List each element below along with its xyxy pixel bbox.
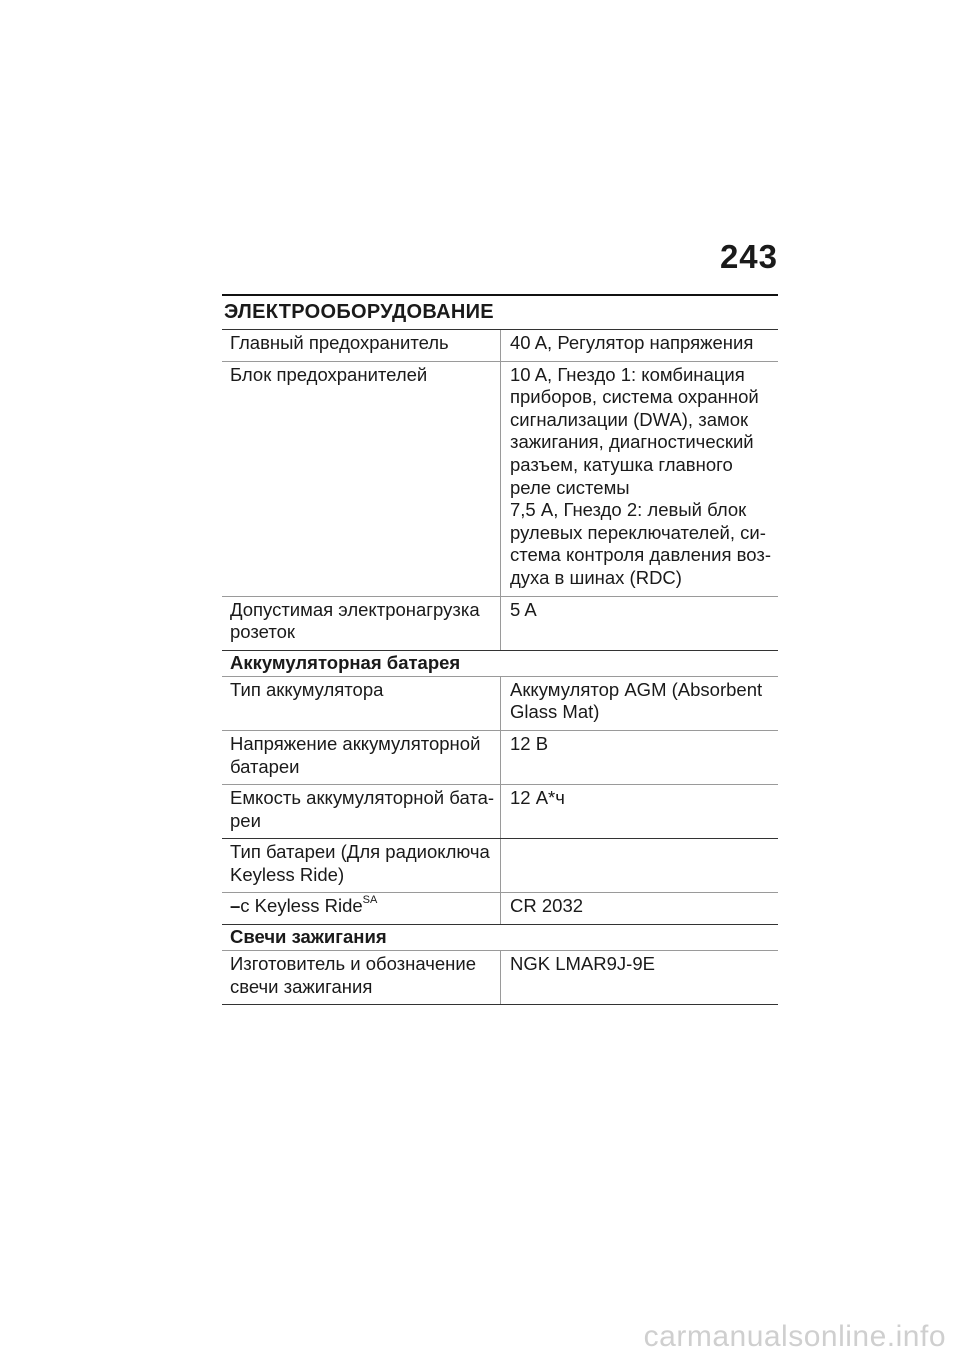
spec-value: 12 А*ч — [500, 785, 778, 838]
spark-heading: Свечи зажигания — [222, 924, 778, 950]
spec-label: Емкость аккумуляторной бата- реи — [230, 787, 495, 831]
table-row — [222, 892, 778, 924]
table-row — [222, 838, 778, 892]
spec-label: Допустимая электронагрузка розеток — [230, 598, 480, 643]
section-title: ЭЛЕКТРООБОРУДОВАНИЕ — [222, 294, 778, 329]
table-row — [222, 950, 778, 1004]
spec-label: Главный предохранитель — [230, 332, 449, 353]
table-row — [222, 784, 778, 838]
table-row — [222, 361, 778, 596]
keyless-label — [222, 893, 500, 924]
keyless-text: с Keyless Ride — [240, 895, 363, 917]
dash-icon: – — [230, 895, 241, 917]
spec-value: CR 2032 — [500, 893, 778, 924]
spec-label: Напряжение аккумуляторной батареи — [230, 732, 481, 777]
page-number: 243 — [719, 238, 778, 275]
table-row — [222, 676, 778, 730]
watermark: carmanualsonline.info — [643, 1320, 946, 1353]
spec-value: Аккумулятор AGM (Absorbent Glass Mat) — [500, 677, 778, 730]
sa-marker: SA — [362, 894, 378, 907]
spec-table — [222, 294, 778, 1005]
table-row — [222, 730, 778, 784]
spec-label: Тип аккумулятора — [230, 678, 384, 700]
spec-value: 12 В — [500, 731, 778, 784]
spec-value: NGK LMAR9J-9E — [500, 951, 778, 1004]
spec-value — [500, 839, 778, 892]
spec-value: 40 A, Регулятор напряжения — [500, 330, 778, 361]
table-row — [222, 329, 778, 361]
battery-heading: Аккумуляторная батарея — [222, 650, 778, 676]
table-row — [222, 596, 778, 650]
spec-label: Изготовитель и обозначение свечи зажигания — [230, 953, 477, 997]
spec-value: 5 A — [500, 597, 778, 650]
spec-label: Тип батареи (Для радиоключа Keyless Ride) — [230, 841, 490, 885]
table-bottom-rule — [222, 1004, 778, 1005]
spec-value: 10 A, Гнездо 1: комбинация приборов, система охранной сигнализации (DWA), замок зажигания, диагностический разъем, катушка главного реле системы 7,5 A, Гнездо 2: левый блок рулевых переключателей, си- стема контроля давления воз- духа в шинах (RDC) — [500, 362, 778, 596]
spec-label: Блок предохранителей — [230, 363, 428, 385]
